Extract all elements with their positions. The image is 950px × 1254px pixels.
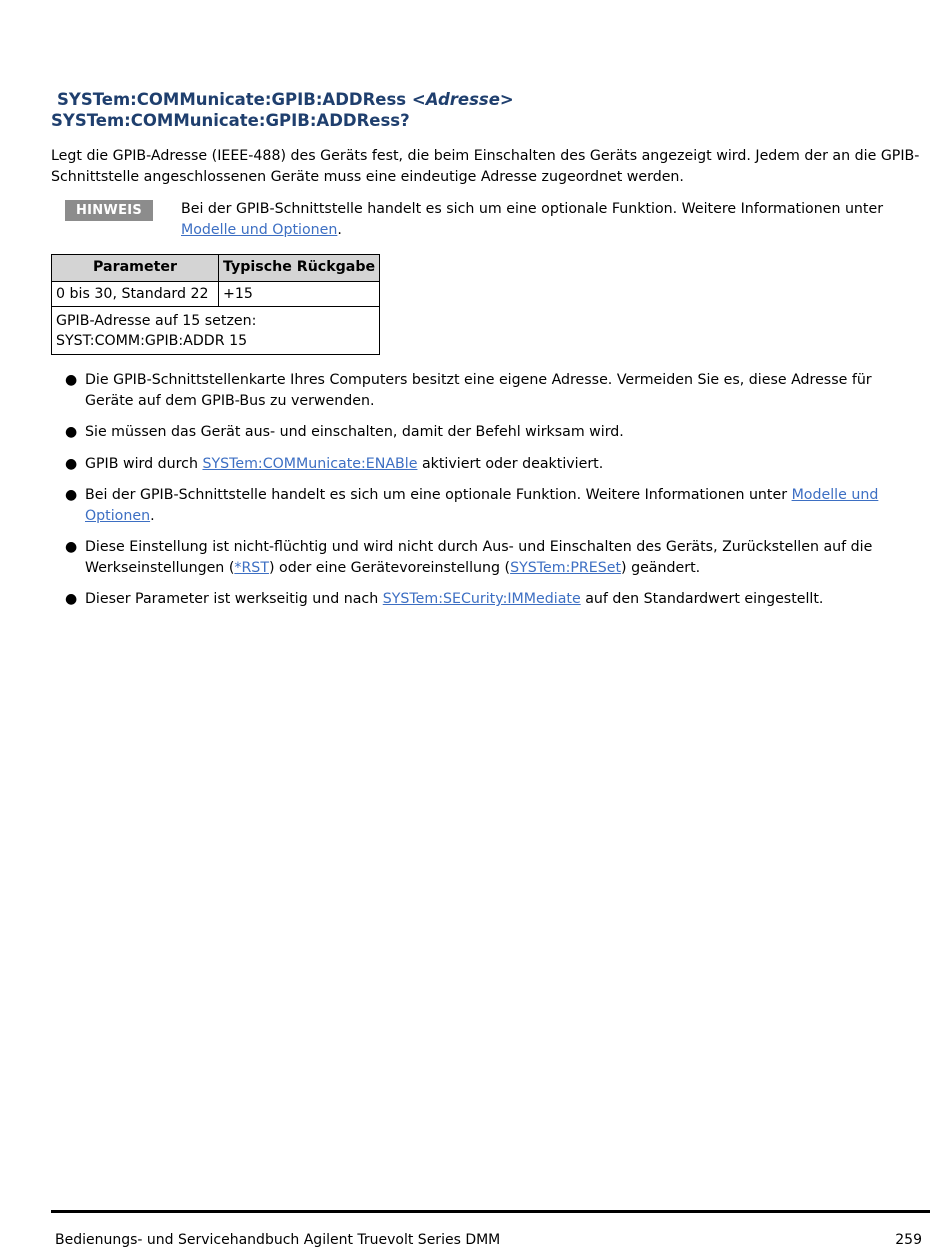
list-item-text: Bei der GPIB-Schnittstelle handelt es sich um eine optionale Funktion. Weitere Informationen unter xyxy=(85,487,792,503)
bullet-icon: ● xyxy=(65,455,78,472)
list-item xyxy=(51,485,921,526)
bullet-icon: ● xyxy=(65,539,78,555)
list-item xyxy=(51,370,921,411)
list-item-text: aktiviert oder deaktiviert. xyxy=(417,455,604,472)
link-models-options[interactable]: Modelle und Optionen xyxy=(85,487,879,524)
bullet-icon: ● xyxy=(65,424,78,440)
list-item xyxy=(51,454,921,475)
note-badge: HINWEIS xyxy=(65,200,153,221)
link-rst[interactable]: *RST xyxy=(234,559,269,576)
table-example-row xyxy=(52,307,380,355)
list-item-text: ) oder eine Gerätevoreinstellung ( xyxy=(268,559,511,576)
footer-divider xyxy=(51,1210,930,1213)
footer-title: Bedienungs- und Servicehandbuch Agilent Truevolt Series DMM xyxy=(55,1232,501,1248)
list-item-text: auf den Standardwert eingestellt. xyxy=(580,591,824,607)
query-heading: SYSTem:COMMunicate:GPIB:ADDRess? xyxy=(51,111,410,130)
list-item xyxy=(51,537,921,578)
list-item-text: Diese Einstellung ist nicht-flüchtig und wird nicht durch Aus- und Einschalten des Geräts, Zurückstellen auf die Werkseinstellungen ( xyxy=(85,539,873,576)
note-link-models-options[interactable]: Modelle und Optionen xyxy=(181,221,338,238)
link-system-preset[interactable]: SYSTem:PRESet xyxy=(510,559,622,576)
example-description: GPIB-Adresse auf 15 setzen: xyxy=(56,313,257,329)
list-item xyxy=(51,589,921,610)
bullet-icon: ● xyxy=(65,487,78,503)
link-communicate-enable[interactable]: SYSTem:COMMunicate:ENABle xyxy=(202,455,418,472)
list-item-text: Sie müssen das Gerät aus- und einschalten, damit der Befehl wirksam wird. xyxy=(85,424,624,440)
table-example-cell xyxy=(52,307,380,355)
remarks-list xyxy=(51,370,921,621)
link-security-immediate[interactable]: SYSTem:SECurity:IMMediate xyxy=(382,591,581,607)
list-item-text: Die GPIB-Schnittstellenkarte Ihres Computers besitzt eine eigene Adresse. Vermeiden Sie es, diese Adresse für Geräte auf dem GPIB-Bus zu verwenden. xyxy=(85,372,872,409)
table-cell-parameter: 0 bis 30, Standard 22 xyxy=(52,282,219,307)
table-header-return: Typische Rückgabe xyxy=(219,255,380,282)
table-header-row xyxy=(52,255,380,282)
command-heading xyxy=(51,89,514,131)
list-item-text: Dieser Parameter ist werkseitig und nach xyxy=(85,591,383,607)
bullet-icon: ● xyxy=(65,591,78,607)
table-header-parameter: Parameter xyxy=(52,255,219,282)
note-text-after: . xyxy=(337,221,342,238)
table-row xyxy=(52,282,380,307)
command-heading-line1 xyxy=(51,89,514,110)
table-cell-return: +15 xyxy=(219,282,380,307)
list-item xyxy=(51,422,921,443)
parameter-table xyxy=(51,254,380,355)
list-item-text: GPIB wird durch xyxy=(85,455,203,472)
list-item-text: ) geändert. xyxy=(621,559,701,576)
command-argument: <Adresse> xyxy=(411,90,514,109)
page-number: 259 xyxy=(895,1232,922,1248)
note-text-before: Bei der GPIB-Schnittstelle handelt es sich um eine optionale Funktion. Weitere Informationen unter xyxy=(181,201,884,217)
bullet-icon: ● xyxy=(65,372,78,388)
list-item-text: . xyxy=(150,507,155,524)
command-name: SYSTem:COMMunicate:GPIB:ADDRess xyxy=(57,90,412,109)
intro-paragraph: Legt die GPIB-Adresse (IEEE-488) des Geräts fest, die beim Einschalten des Geräts angezeigt wird. Jedem der an die GPIB-Schnittstelle angeschlossenen Geräte muss eine eindeutige Adresse zugeordnet werden. xyxy=(51,148,920,185)
example-command: SYST:COMM:GPIB:ADDR 15 xyxy=(56,333,248,349)
note-text xyxy=(181,199,901,240)
